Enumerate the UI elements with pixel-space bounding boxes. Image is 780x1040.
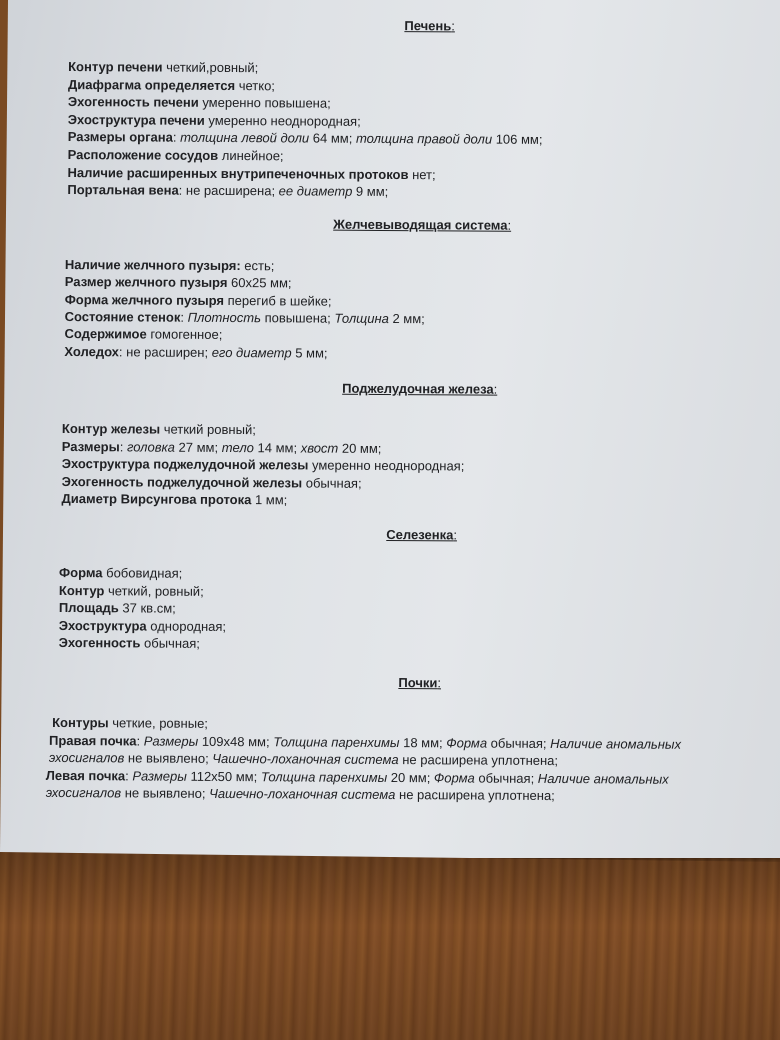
field-value: 9 мм; <box>352 183 389 200</box>
field-sublabel: Форма <box>433 770 475 786</box>
report-line <box>59 582 204 600</box>
field-value: четкий, ровный; <box>104 582 204 599</box>
report-line <box>46 784 555 804</box>
section-heading: Желчевыводящая система: <box>333 216 512 233</box>
field-value: 106 мм; <box>492 132 543 148</box>
field-label: Форма желчного пузыря <box>64 291 225 308</box>
field-sublabel: Чашечно-лоханочная система <box>212 751 399 768</box>
report-line <box>68 146 284 164</box>
field-sublabel: Форма <box>446 734 488 751</box>
field-sublabel: Толщина <box>334 310 389 326</box>
field-value: гомогенное; <box>146 326 223 343</box>
field-sublabel: Толщина паренхимы <box>260 769 388 785</box>
field-label: Контур <box>58 582 105 598</box>
field-value: нет; <box>408 166 436 182</box>
field-sublabel: Размеры <box>143 733 199 749</box>
field-sublabel: толщина правой доли <box>355 131 493 148</box>
field-value: обычная; <box>487 735 551 751</box>
field-value: : не расширен; <box>118 343 212 360</box>
field-sublabel: Плотность <box>187 309 262 326</box>
report-line <box>67 164 435 183</box>
field-label: Эхоструктура поджелудочной железы <box>61 455 309 473</box>
field-sublabel: его диаметр <box>211 344 292 360</box>
field-sublabel: Толщина паренхимы <box>273 733 400 750</box>
field-value: обычная; <box>140 635 200 652</box>
field-value: : <box>125 768 133 784</box>
field-label: Эхоструктура <box>58 617 147 634</box>
field-value: : <box>119 438 128 454</box>
field-label: Эхогенность <box>58 635 141 651</box>
field-value: умеренно неоднородная; <box>308 457 465 474</box>
field-label: Эхогенность поджелудочной железы <box>61 473 303 490</box>
field-label: Контур печени <box>68 59 163 75</box>
field-label: Расположение сосудов <box>67 147 219 163</box>
field-value: 14 мм; <box>253 439 301 455</box>
field-value: обычная; <box>474 770 538 786</box>
field-value: обычная; <box>302 474 362 491</box>
field-sublabel: Чашечно-лоханочная система <box>209 786 396 803</box>
field-value: однородная; <box>146 618 227 634</box>
field-label: Эхоструктура печени <box>67 111 205 128</box>
report-line <box>59 617 226 635</box>
field-label: Холедох <box>64 343 120 359</box>
report-line <box>59 634 200 652</box>
field-value: повышена; <box>260 310 335 326</box>
field-label: Состояние стенок <box>64 308 181 325</box>
field-value: четкий ровный; <box>160 421 256 438</box>
field-label: Размер желчного пузыря <box>64 274 228 291</box>
field-label: Наличие расширенных внутрипеченочных протоков <box>67 164 409 182</box>
field-label: Правая почка <box>48 732 137 749</box>
field-sublabel: Наличие аномальных <box>550 735 682 752</box>
field-value: четко; <box>235 77 275 93</box>
field-label: Наличие желчного пузыря: <box>64 257 241 274</box>
field-value: перегиб в шейке; <box>223 292 332 309</box>
field-value: 112x50 мм; <box>186 768 261 785</box>
report-line <box>64 325 222 343</box>
field-label: Размеры <box>61 438 120 454</box>
field-value: 2 мм; <box>388 310 425 327</box>
report-line <box>62 420 256 438</box>
field-label: Контур железы <box>61 420 161 437</box>
field-value: не расширена уплотнена; <box>398 752 559 769</box>
field-value: : <box>136 733 144 749</box>
field-value: 5 мм; <box>291 344 328 361</box>
field-value: : <box>172 130 181 146</box>
report-line <box>65 308 425 327</box>
field-value: 109x48 мм; <box>198 733 274 749</box>
field-value: 60x25 мм; <box>227 275 292 291</box>
report-line <box>65 291 332 310</box>
field-value: четкие, ровные; <box>108 715 209 731</box>
field-value: линейное; <box>218 147 284 164</box>
field-value: 20 мм; <box>338 440 382 456</box>
field-label: Портальная вена <box>67 182 179 198</box>
field-sublabel: Размеры <box>132 768 187 784</box>
report-line <box>59 599 176 617</box>
report-line <box>68 111 361 130</box>
field-label: Диафрагма определяется <box>67 76 236 93</box>
report-line <box>67 181 388 200</box>
report-line <box>62 437 382 456</box>
field-label: Эхогенность печени <box>67 94 199 111</box>
field-value: бобовидная; <box>102 565 183 581</box>
report-line <box>65 273 292 291</box>
report-line <box>52 714 208 732</box>
report-line <box>65 256 275 274</box>
report-line <box>68 128 543 148</box>
report-line <box>68 76 275 94</box>
field-label: Форма <box>59 564 103 581</box>
field-value: не расширена уплотнена; <box>395 787 555 804</box>
field-value: не выявлено; <box>121 785 210 802</box>
wooden-table <box>0 850 780 1040</box>
section-heading: Почки: <box>398 675 442 691</box>
report-line <box>68 58 258 76</box>
field-label: Контуры <box>52 714 109 731</box>
field-sublabel: головка <box>126 438 175 455</box>
field-value: умеренно повышена; <box>198 95 331 111</box>
field-value: 37 кв.см; <box>118 600 176 616</box>
field-value: есть; <box>240 258 275 274</box>
field-label: Диаметр Вирсунгова протока <box>61 490 252 508</box>
field-value: 18 мм; <box>399 734 447 750</box>
field-sublabel: хвост <box>300 439 339 456</box>
field-value: 64 мм; <box>309 130 357 147</box>
field-value: 27 мм; <box>174 439 222 455</box>
report-line <box>68 93 331 112</box>
report-line <box>59 564 182 582</box>
field-value: не выявлено; <box>124 750 213 767</box>
field-sublabel: тело <box>221 439 254 455</box>
report-line <box>64 343 327 362</box>
field-value: 1 мм; <box>251 492 288 508</box>
field-value: : не расширена; <box>178 182 279 199</box>
section-heading: Печень: <box>404 18 455 34</box>
field-label: Размеры органа <box>67 129 173 146</box>
field-value: : <box>180 309 188 325</box>
field-sublabel: эхосигналов <box>48 750 125 766</box>
field-label: Левая почка <box>45 767 126 784</box>
section-heading: Поджелудочная железа: <box>342 380 498 397</box>
field-sublabel: ее диаметр <box>278 183 353 199</box>
field-sublabel: Наличие аномальных <box>537 770 669 787</box>
field-sublabel: толщина левой доли <box>180 130 310 146</box>
field-sublabel: эхосигналов <box>45 785 122 801</box>
field-label: Площадь <box>58 600 119 616</box>
field-value: умеренно неоднородная; <box>204 112 361 129</box>
report-line <box>62 472 362 491</box>
field-value: 20 мм; <box>387 769 435 786</box>
section-heading: Селезенка: <box>386 526 458 543</box>
field-label: Содержимое <box>64 326 147 342</box>
field-value: четкий,ровный; <box>162 59 259 76</box>
report-line <box>61 490 287 508</box>
report-line <box>62 455 465 474</box>
